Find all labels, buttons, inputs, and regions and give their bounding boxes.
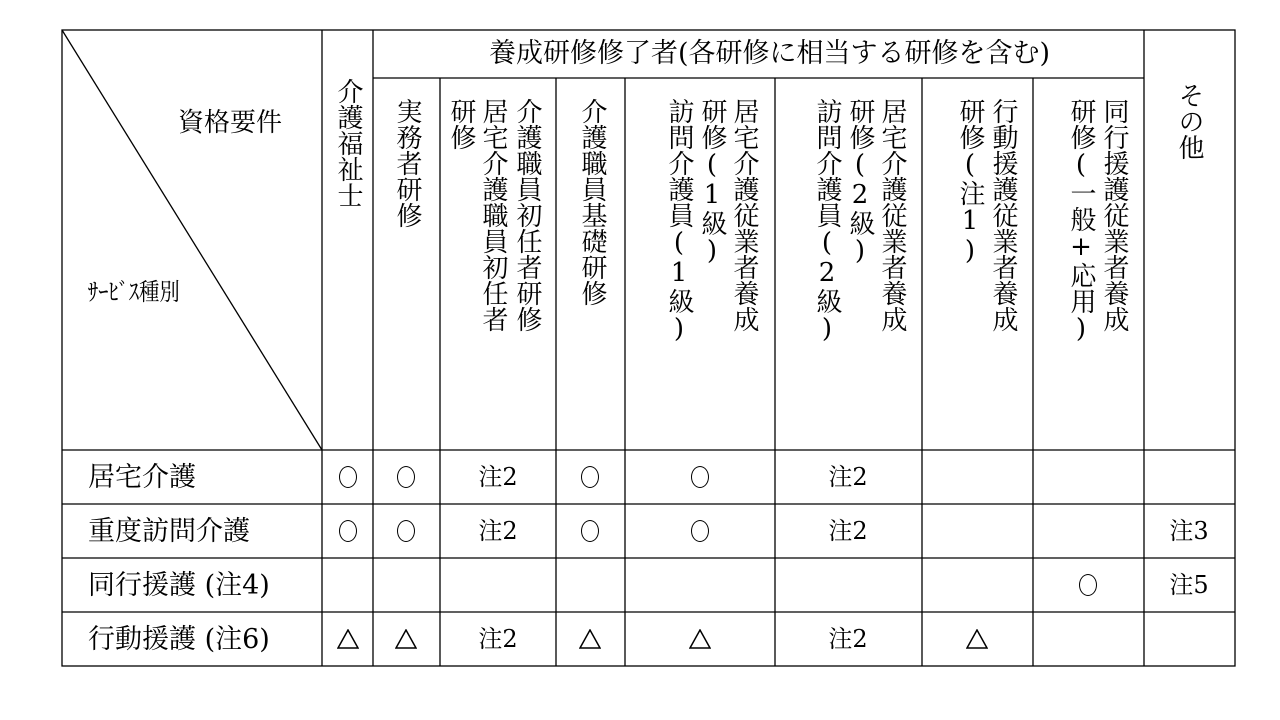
cell-note: 注2 (478, 463, 518, 491)
cell-triangle-mark (395, 629, 417, 649)
corner-top-label: 資格要件 (178, 108, 283, 138)
cell-circle-mark (581, 520, 599, 542)
cell-note: 注3 (1169, 517, 1209, 545)
cell-triangle-mark (689, 629, 711, 649)
row-label-kyotaku-kaigo: 居宅介護 (88, 462, 196, 493)
cell-circle-mark (581, 466, 599, 488)
header-kodo-engo-line2: 研修(注1) (955, 98, 985, 266)
header-1kyu-line1: 居宅介護従業者養成 (729, 98, 759, 332)
header-sonota: その他 (1174, 82, 1204, 160)
cell-triangle-mark (579, 629, 601, 649)
cell-circle-mark (691, 466, 709, 488)
header-kiso-kenshu: 介護職員基礎研修 (577, 98, 607, 306)
header-shoninsha-line3: 研修 (446, 98, 476, 150)
header-group-title: 養成研修修了者(各研修に相当する研修を含む) (489, 38, 1051, 69)
header-1kyu-line2: 研修(1級) (697, 98, 727, 266)
row-label-kodo-engo: 行動援護 (注6) (88, 624, 270, 655)
cell-note: 注2 (828, 517, 868, 545)
header-doko-engo-line2: 研修(一般+応用) (1066, 98, 1096, 344)
cell-circle-mark (691, 520, 709, 542)
cell-triangle-mark (337, 629, 359, 649)
header-kodo-engo-line1: 行動援護従業者養成 (988, 98, 1018, 332)
header-shoninsha-line1: 介護職員初任者研修 (512, 98, 542, 332)
cell-circle-mark (339, 466, 357, 488)
row-label-judo-homon-kaigo: 重度訪問介護 (88, 516, 250, 547)
header-2kyu-line1: 居宅介護従業者養成 (877, 98, 907, 332)
cell-triangle-mark (966, 629, 988, 649)
header-kaigo-fukushishi: 介護福祉士 (333, 78, 363, 208)
cell-note: 注2 (828, 463, 868, 491)
header-2kyu-line2: 研修(2級) (845, 98, 875, 266)
header-jitsumusha-kenshu: 実務者研修 (392, 98, 422, 228)
row-label-doko-engo: 同行援護 (注4) (88, 570, 270, 601)
cell-circle-mark (339, 520, 357, 542)
header-shoninsha-line2: 居宅介護職員初任者 (478, 98, 508, 332)
corner-bottom-label: ｻｰﾋﾞｽ種別 (88, 278, 180, 306)
cell-note: 注2 (828, 625, 868, 653)
cell-circle-mark (1079, 574, 1097, 596)
cell-circle-mark (397, 520, 415, 542)
cell-circle-mark (397, 466, 415, 488)
cell-note: 注2 (478, 517, 518, 545)
header-2kyu-line3: 訪問介護員(2級) (812, 98, 842, 344)
header-doko-engo-line1: 同行援護従業者養成 (1099, 98, 1129, 332)
cell-note: 注2 (478, 625, 518, 653)
cell-note: 注5 (1169, 571, 1209, 599)
header-1kyu-line3: 訪問介護員(1級) (664, 98, 694, 344)
